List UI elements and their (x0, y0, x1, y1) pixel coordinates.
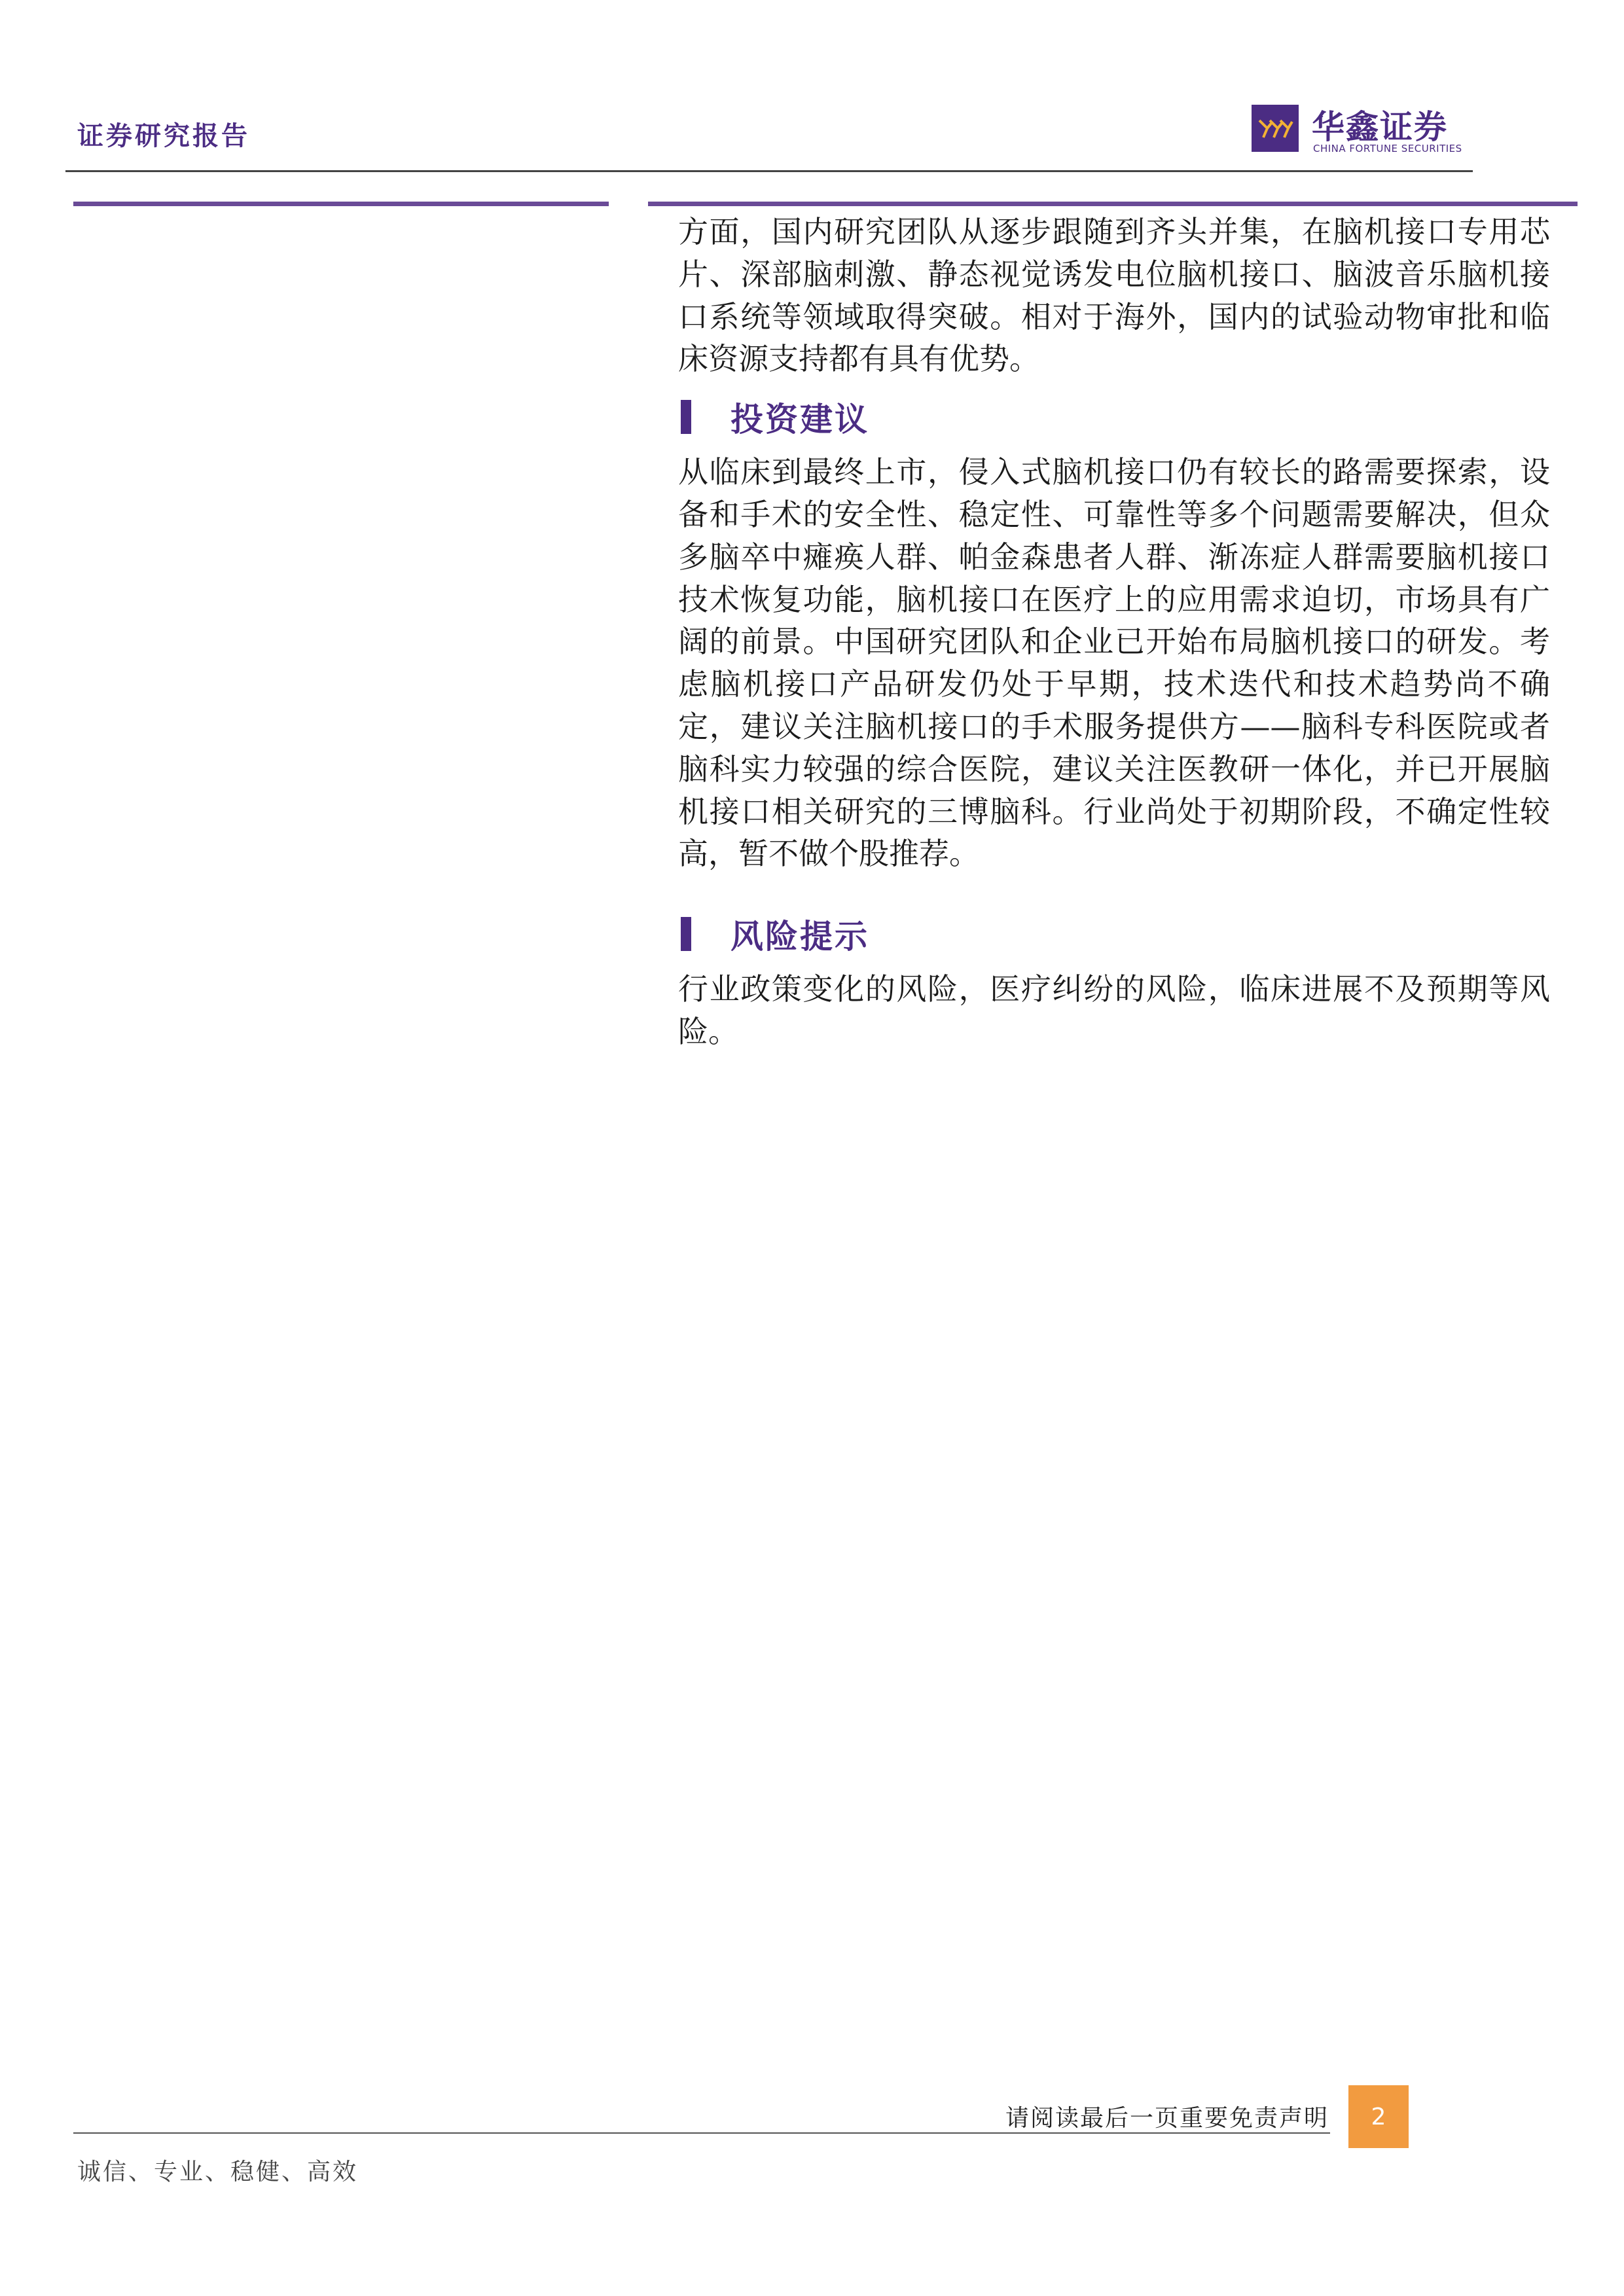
right-column-bar (648, 202, 1578, 206)
section-heading-investment (678, 391, 1550, 443)
investment-paragraph: 从临床到最终上市，侵入式脑机接口仍有较长的路需要探索，设备和手术的安全性、稳定性、可靠性等多个问题需要解决，但众多脑卒中瘫痪人群、帕金森患者人群、渐冻症人群需要脑机接口技术恢复功能，脑机接口在医疗上的应用需求迫切，市场具有广阔的前景。中国研究团队和企业已开始布局脑机接口的研发。考虑脑机接口产品研发仍处于早期，技术迭代和技术趋势尚不确定，建议关注脑机接口的手术服务提供方——脑科专科医院或者脑科实力较强的综合医院，建议关注医教研一体化，并已开展脑机接口相关研究的三博脑科。行业尚处于初期阶段，不确定性较高，暂不做个股推荐。 (678, 454, 1550, 872)
header-divider (65, 170, 1473, 172)
disclaimer-note: 请阅读最后一页重要免责声明 (1005, 2105, 1329, 2132)
report-type-label: 证券研究报告 (77, 121, 250, 151)
left-column-bar (73, 202, 609, 206)
page-number: 2 (1348, 2085, 1409, 2148)
section-title: 风险提示 (731, 918, 869, 956)
main-content (678, 211, 1550, 1053)
logo-chinese-name: 华鑫证券 (1312, 108, 1448, 146)
footer-divider (73, 2132, 1330, 2134)
section-title: 投资建议 (731, 401, 869, 439)
company-motto: 诚信、专业、稳健、高效 (77, 2159, 359, 2185)
company-logo (1252, 105, 1461, 157)
heading-marker (681, 400, 691, 434)
section-heading-risk (678, 908, 1550, 960)
heading-marker (681, 917, 691, 951)
fortune-logo-icon (1252, 105, 1299, 152)
intro-paragraph: 方面，国内研究团队从逐步跟随到齐头并集，在脑机接口专用芯片、深部脑刺激、静态视觉诱发电位脑机接口、脑波音乐脑机接口系统等领域取得突破。相对于海外，国内的试验动物审批和临床资源支持都有具有优势。 (678, 214, 1550, 377)
logo-english-name: CHINA FORTUNE SECURITIES (1313, 143, 1462, 154)
risk-paragraph: 行业政策变化的风险，医疗纠纷的风险，临床进展不及预期等风险。 (678, 971, 1550, 1049)
